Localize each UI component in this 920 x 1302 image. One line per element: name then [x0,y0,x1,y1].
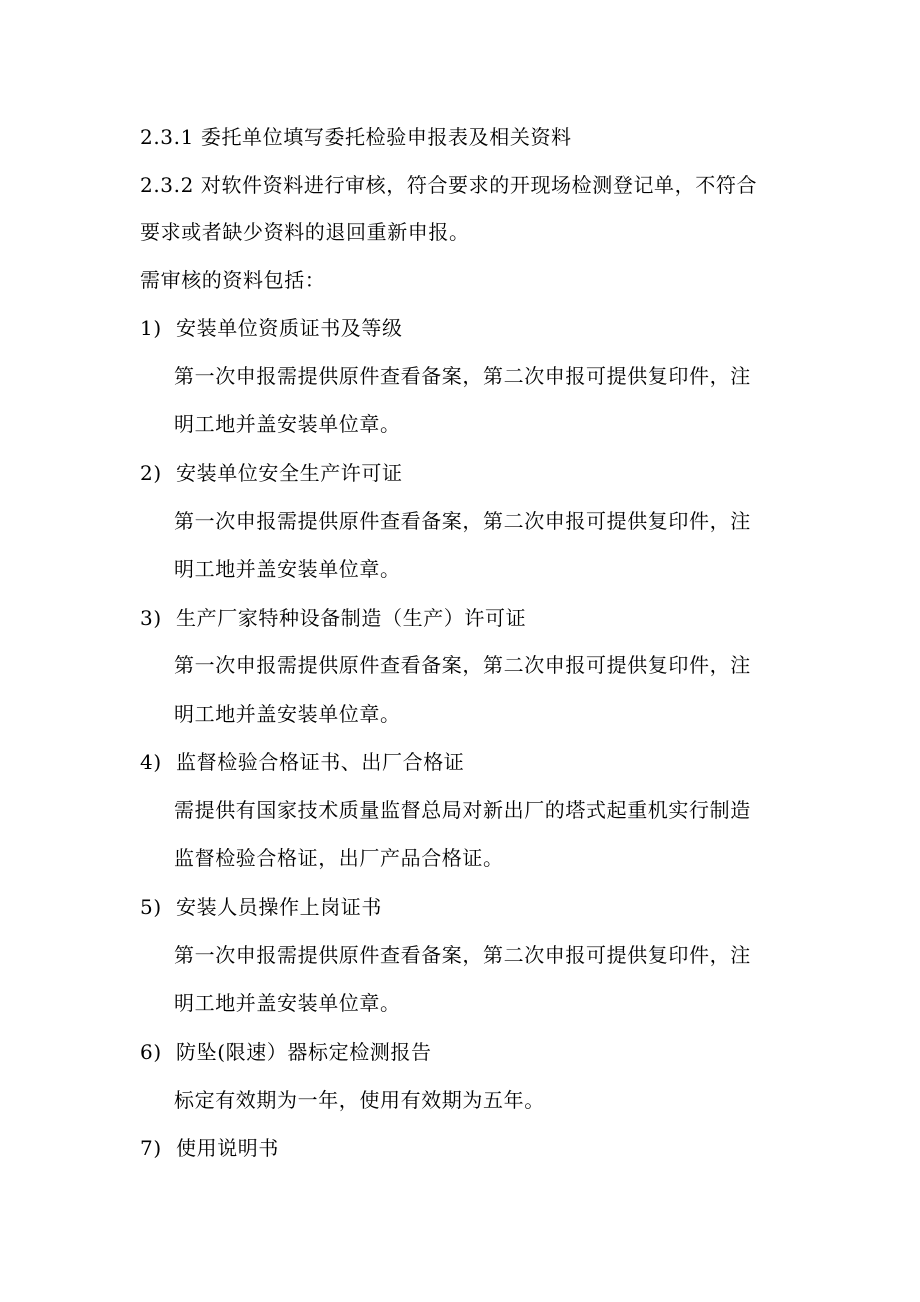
list-item-4-title [140,750,464,774]
list-item-5-desc-line1: 第一次申报需提供原件查看备案，第二次申报可提供复印件，注 [174,943,751,967]
list-item-1-desc-line2: 明工地并盖安装单位章。 [174,412,401,436]
list-item-3-desc-line2: 明工地并盖安装单位章。 [174,702,401,726]
list-item-7-title [140,1136,279,1160]
list-item-number: 1) [140,316,162,340]
section-2-3-2-line2: 要求或者缺少资料的退回重新申报。 [140,220,470,244]
list-item-6-desc-line1: 标定有效期为一年，使用有效期为五年。 [174,1088,545,1112]
list-item-title: 安装单位资质证书及等级 [176,316,403,340]
list-item-4-desc-line2: 监督检验合格证，出厂产品合格证。 [174,846,504,870]
section-2-3-2-line1: 2.3.2 对软件资料进行审核，符合要求的开现场检测登记单，不符合 [140,173,758,197]
list-item-3-desc-line1: 第一次申报需提供原件查看备案，第二次申报可提供复印件，注 [174,653,751,677]
list-item-number: 7) [140,1136,162,1160]
list-item-1-title [140,316,403,340]
list-item-number: 6) [140,1040,162,1064]
section-2-3-1: 2.3.1 委托单位填写委托检验申报表及相关资料 [140,125,572,149]
list-item-title: 安装人员操作上岗证书 [176,895,382,919]
list-item-title: 监督检验合格证书、出厂合格证 [176,750,465,774]
list-item-1-desc-line1: 第一次申报需提供原件查看备案，第二次申报可提供复印件，注 [174,364,751,388]
list-item-title: 使用说明书 [176,1136,279,1160]
list-item-2-title [140,461,403,485]
list-item-number: 5) [140,895,162,919]
review-intro: 需审核的资料包括： [140,268,326,292]
list-item-3-title [140,606,526,630]
list-item-title: 防坠(限速）器标定检测报告 [176,1040,432,1064]
list-item-number: 2) [140,461,162,485]
list-item-2-desc-line2: 明工地并盖安装单位章。 [174,557,401,581]
list-item-title: 安装单位安全生产许可证 [176,461,403,485]
list-item-4-desc-line1: 需提供有国家技术质量监督总局对新出厂的塔式起重机实行制造 [174,798,751,822]
list-item-6-title [140,1040,432,1064]
list-item-title: 生产厂家特种设备制造（生产）许可证 [176,606,527,630]
list-item-number: 4) [140,750,162,774]
list-item-5-title [140,895,382,919]
list-item-5-desc-line2: 明工地并盖安装单位章。 [174,991,401,1015]
list-item-number: 3) [140,606,162,630]
list-item-2-desc-line1: 第一次申报需提供原件查看备案，第二次申报可提供复印件，注 [174,509,751,533]
